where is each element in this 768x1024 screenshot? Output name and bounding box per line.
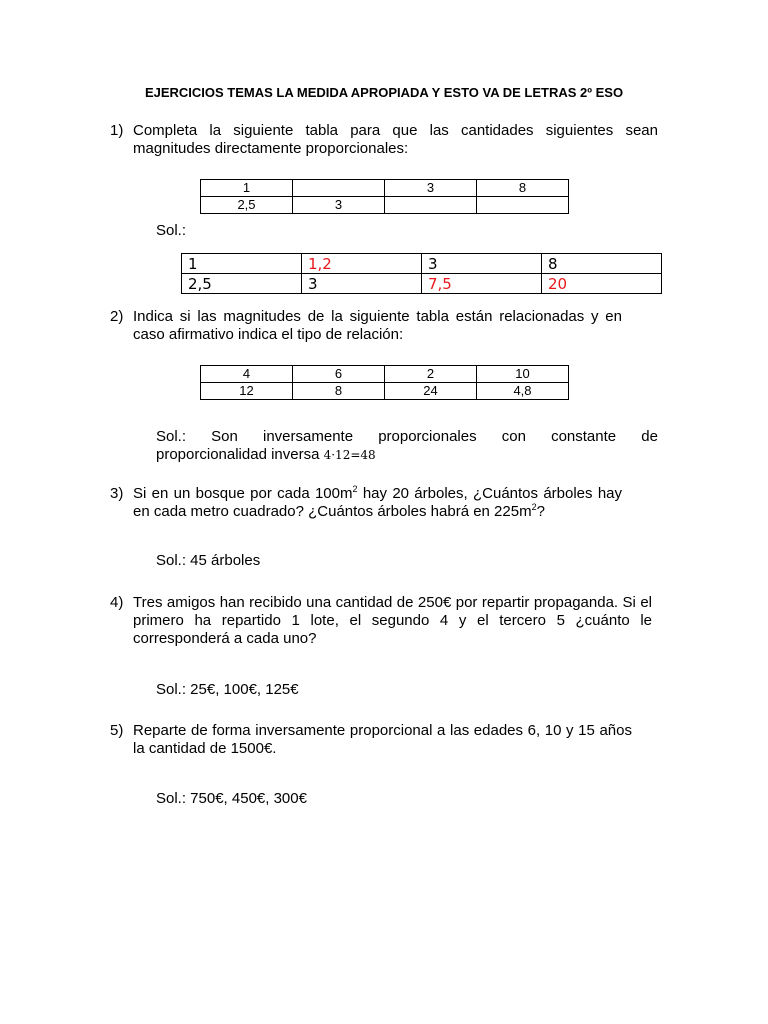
table-cell: 4,8 (477, 383, 569, 400)
q1-solution-label: Sol.: (156, 222, 187, 239)
table-cell-answer: 20 (542, 274, 662, 294)
solution-word: proporcionales (378, 428, 477, 445)
table-cell: 2 (385, 366, 477, 383)
table-cell: 3 (422, 254, 542, 274)
table-cell: 1 (182, 254, 302, 274)
question-text: Indica si las magnitudes de la siguiente tabla están relacionadas y en caso afirmativo indica el tipo de relación: (133, 308, 622, 343)
table-cell-answer: 1,2 (302, 254, 422, 274)
question-number: 3) (110, 485, 124, 502)
q2-solution (156, 428, 658, 464)
q1-table (200, 179, 569, 214)
q1-solution-table (181, 253, 662, 294)
table-cell (293, 180, 385, 197)
table-cell: 2,5 (182, 274, 302, 294)
solution-formula: 4·12=48 (323, 448, 376, 462)
question-number: 5) (110, 722, 124, 739)
table-cell: 1 (201, 180, 293, 197)
q4-solution: Sol.: 25€, 100€, 125€ (156, 681, 299, 698)
table-cell: 3 (302, 274, 422, 294)
question-3 (110, 485, 622, 521)
question-text: Completa la siguiente tabla para que las cantidades siguientes sean magnitudes directamente proporcionales: (133, 122, 658, 157)
solution-text: proporcionalidad inversa (156, 446, 320, 463)
solution-line (156, 428, 658, 446)
solution-word: de (641, 428, 658, 445)
table-cell: 24 (385, 383, 477, 400)
q3-solution: Sol.: 45 árboles (156, 552, 261, 569)
table-row (182, 274, 662, 294)
table-cell: 3 (293, 197, 385, 214)
q2-table (200, 365, 569, 400)
table-row (201, 366, 569, 383)
table-cell-answer: 7,5 (422, 274, 542, 294)
table-cell: 10 (477, 366, 569, 383)
table-cell: 6 (293, 366, 385, 383)
question-5 (110, 722, 632, 758)
table-cell: 2,5 (201, 197, 293, 214)
table-row (182, 254, 662, 274)
worksheet-title: EJERCICIOS TEMAS LA MEDIDA APROPIADA Y ESTO VA DE LETRAS 2º ESO (144, 85, 624, 100)
question-number: 1) (110, 122, 124, 139)
question-1 (110, 122, 658, 158)
solution-word: constante (551, 428, 617, 445)
table-row (201, 197, 569, 214)
question-text: Si en un bosque por cada $100m^2$ hay 20 árboles, ¿Cuántos árboles hay en cada metro cuadrado? ¿Cuántos árboles habrá en $225m^2$? (133, 484, 623, 520)
solution-word: inversamente (263, 428, 354, 445)
solution-word: Son (211, 428, 238, 445)
table-cell: 3 (385, 180, 477, 197)
table-cell: 8 (477, 180, 569, 197)
question-text: Reparte de forma inversamente proporcional a las edades 6, 10 y 15 años la cantidad de 1500€. (133, 722, 632, 757)
table-cell (385, 197, 477, 214)
solution-line (156, 446, 658, 464)
question-number: 2) (110, 308, 124, 325)
question-text: Tres amigos han recibido una cantidad de 250€ por repartir propaganda. Si el primero ha repartido 1 lote, el segundo 4 y el tercero 5 ¿cuánto le corresponderá a cada uno? (133, 594, 652, 647)
table-row (201, 383, 569, 400)
question-2 (110, 308, 622, 344)
table-cell: 4 (201, 366, 293, 383)
table-cell: 8 (293, 383, 385, 400)
solution-word: Sol.: (156, 428, 187, 445)
question-4 (110, 594, 652, 648)
table-cell: 12 (201, 383, 293, 400)
question-number: 4) (110, 594, 124, 611)
table-row (201, 180, 569, 197)
q5-solution: Sol.: 750€, 450€, 300€ (156, 790, 307, 807)
table-cell (477, 197, 569, 214)
table-cell: 8 (542, 254, 662, 274)
solution-word: con (501, 428, 526, 445)
